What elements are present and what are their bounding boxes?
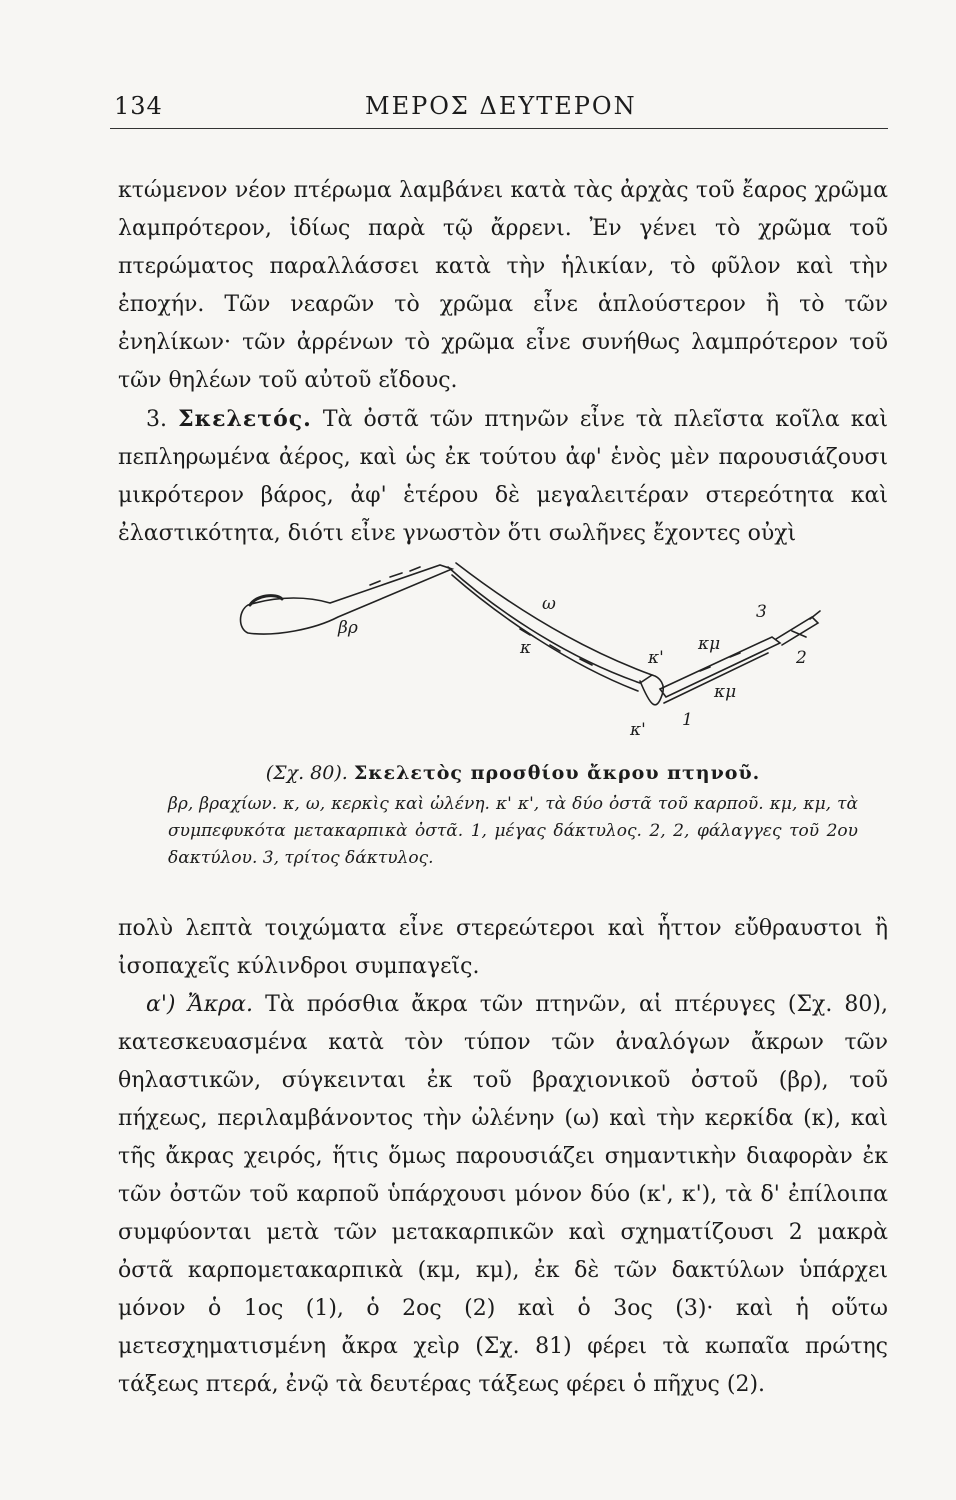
paragraph-plumage-text: κτώμενον νέον πτέρωμα λαμβάνει κατὰ τὰς ἀρχὰς τοῦ ἔαρος χρῶμα λαμπρότερον, ἰδίως παρὰ τῷ ἄρρενι. Ἐν γένει τὸ χρῶμα τοῦ πτερώματος παραλλάσσει κατὰ τὴν ἡλικίαν, τὸ φῦλον καὶ τὴν ἐποχήν. Τῶν νεαρῶν τὸ χρῶμα εἶνε ἁπλούστερον ἢ τὸ τῶν ἐνηλίκων· τῶν ἀρρένων τὸ χρῶμα εἶνε συνήθως λαμπρότερον τοῦ τῶν θηλέων τοῦ αὐτοῦ εἴδους. — [118, 178, 888, 393]
label-ulna: ω — [542, 594, 556, 614]
paragraph-skeleton — [118, 400, 888, 553]
section-number: 3. — [146, 407, 167, 432]
section-heading: Σκελετός. — [178, 406, 312, 432]
radius-bone — [452, 575, 638, 691]
label-carpal-1: κ' — [648, 648, 664, 668]
label-digit-1: 1 — [682, 710, 693, 730]
label-digit-2: 2 — [796, 648, 807, 668]
caption-title: Σκελετὸς προσθίου ἄκρου πτηνοῦ. — [353, 762, 761, 784]
label-carpal-2: κ' — [630, 720, 646, 740]
label-humerus: βρ — [338, 618, 358, 638]
paragraph-skeleton-text: Τὰ ὀστᾶ τῶν πτηνῶν εἶνε τὰ πλεῖστα κοῖλα καὶ πεπληρωμένα ἀέρος, καὶ ὡς ἐκ τούτου ἀφ' ἑνὸς μὲν παρουσιάζουσι μικρότερον βάρος, ἀφ' ἑτέρου δὲ μεγαλειτέραν στερεότητα καὶ ἐλαστικότητα, διότι εἶνε γνωστὸν ὅτι σωλῆνες ἔχοντες οὐχὶ — [118, 407, 889, 546]
page-number: 134 — [114, 92, 163, 120]
wing-skeleton-figure — [220, 545, 840, 755]
running-head: ΜΕΡΟΣ ΔΕΥΤΕΡΟΝ — [365, 92, 637, 120]
caption-text: βρ, βραχίων. κ, ω, κερκὶς καὶ ὠλένη. κ' κ', τὰ δύο ὀστᾶ τοῦ καρποῦ. κμ, κμ, τὰ συμπεφυκότα μετακαρπικὰ ὀστᾶ. 1, μέγας δάκτυλος. 2, 2, φάλαγγες τοῦ 2ου δακτύλου. 3, τρίτος δάκτυλος. — [168, 794, 858, 868]
label-metacarpal-1: κμ — [698, 634, 721, 654]
caption-figure-ref: (Σχ. 80). — [265, 762, 348, 784]
label-radius: κ — [520, 638, 532, 658]
caption-title-line — [168, 760, 858, 787]
limbs-label: α') Ἄκρα. — [146, 992, 253, 1017]
ulna-bone — [448, 563, 652, 683]
paragraph-tubes — [118, 910, 888, 986]
figure-caption — [168, 760, 858, 872]
digit-bones — [776, 611, 820, 645]
page-header — [110, 88, 888, 129]
label-digit-3: 3 — [756, 602, 767, 622]
paragraph-limbs — [118, 986, 888, 1404]
wing-skeleton-drawing — [220, 545, 840, 755]
paragraph-limbs-text: Τὰ πρόσθια ἄκρα τῶν πτηνῶν, αἱ πτέρυγες (Σχ. 80), κατεσκευασμένα κατὰ τὸν τύπον τῶν ἀναλόγων ἄκρων τῶν θηλαστικῶν, σύγκεινται ἐκ τοῦ βραχιονικοῦ ὀστοῦ (βρ), τοῦ πήχεως, περιλαμβάνοντος τὴν ὠλένην (ω) καὶ τὴν κερκίδα (κ), καὶ τῆς ἄκρας χειρός, ἥτις ὅμως παρουσιάζει σημαντικὴν διαφορὰν ἐκ τῶν ὀστῶν τοῦ καρποῦ ὑπάρχουσι μόνον δύο (κ', κ'), τὰ δ' ἐπίλοιπα συμφύονται μετὰ τῶν μετακαρπικῶν καὶ σχηματίζουσι 2 μακρὰ ὀστᾶ καρπομετακαρπικὰ (κμ, κμ), ἐκ δὲ τῶν δακτύλων ὑπάρχει μόνον ὁ 1ος (1), ὁ 2ος (2) καὶ ὁ 3ος (3)· καὶ ἡ οὕτω μετεσχηματισμένη ἄκρα χεὶρ (Σχ. 81) φέρει τὰ κωπαῖα πρώτης τάξεως πτερά, ἐνῷ τὰ δευτέρας τάξεως φέρει ὁ πῆχυς (2). — [118, 992, 889, 1397]
paragraph-tubes-text: πολὺ λεπτὰ τοιχώματα εἶνε στερεώτεροι καὶ ἧττον εὔθραυστοι ἢ ἰσοπαχεῖς κύλινδροι συμπαγεῖς. — [118, 916, 888, 979]
label-metacarpal-2: κμ — [714, 682, 737, 702]
wing-hatching — [370, 567, 740, 671]
paragraph-plumage — [118, 172, 888, 400]
